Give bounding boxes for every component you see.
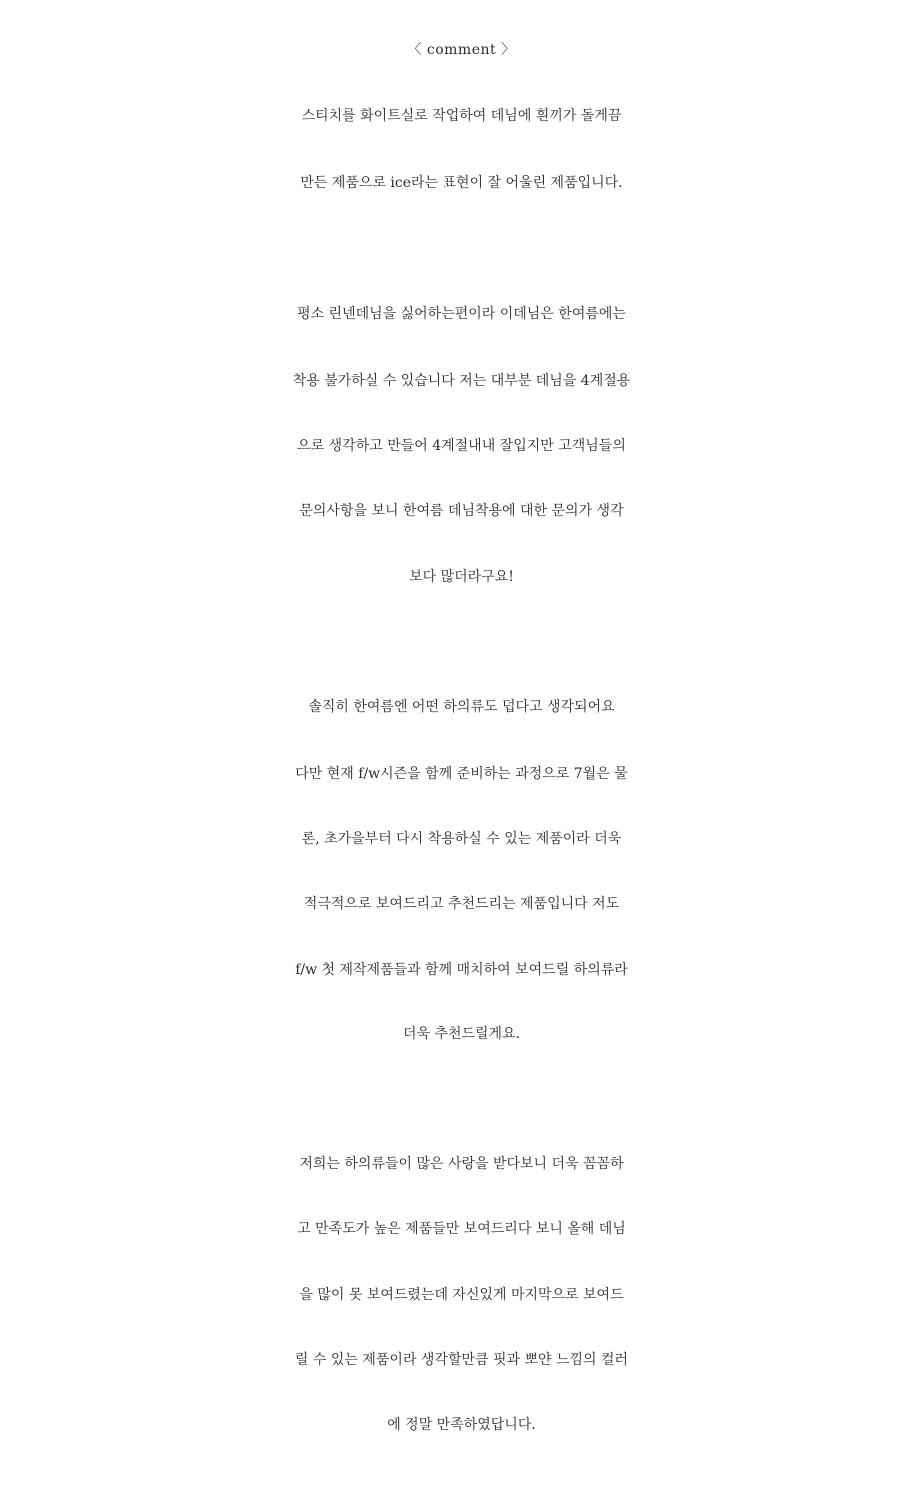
paragraph-2-line-3: 으로 생각하고 만들어 4계절내내 잘입지만 고객님들의 — [297, 438, 626, 454]
paragraph-4-line-3: 을 많이 못 보여드렸는데 자신있게 마지막으로 보여드 — [299, 1287, 624, 1303]
paragraph-2-line-4: 문의사항을 보니 한여름 데님착용에 대한 문의가 생각 — [299, 503, 624, 519]
paragraph-1-line-2: 만든 제품으로 ice라는 표현이 잘 어울린 제품입니다. — [300, 175, 623, 191]
paragraph-4-line-2: 고 만족도가 높은 제품들만 보여드리다 보니 올해 데님 — [297, 1221, 626, 1237]
paragraph-2-line-2: 착용 불가하실 수 있습니다 저는 대부분 데님을 4계절용 — [292, 373, 631, 389]
paragraph-3-line-2: 다만 현재 f/w시즌을 함께 준비하는 과정으로 7월은 물 — [295, 766, 628, 782]
paragraph-4-line-4: 릴 수 있는 제품이라 생각할만큼 핏과 뽀얀 느낌의 컬러 — [294, 1352, 629, 1368]
paragraph-4-line-5: 에 정말 만족하였답니다. — [387, 1417, 536, 1433]
paragraph-3-line-4: 적극적으로 보여드리고 추천드리는 제품입니다 저도 — [303, 896, 620, 912]
paragraph-3-line-6: 더욱 추천드릴게요. — [402, 1026, 521, 1042]
paragraph-3-line-3: 론, 초가을부터 다시 착용하실 수 있는 제품이라 더욱 — [301, 831, 622, 847]
paragraph-4-line-1: 저희는 하의류들이 많은 사랑을 받다보니 더욱 꼼꼼하 — [299, 1156, 624, 1172]
paragraph-3-line-1: 솔직히 한여름엔 어떤 하의류도 덥다고 생각되어요 — [308, 699, 615, 715]
paragraph-1-line-1: 스티치를 화이트실로 작업하여 데님에 흰끼가 돌게끔 — [301, 108, 622, 124]
paragraph-2-line-5: 보다 많더라구요! — [409, 569, 514, 585]
paragraph-3-line-5: f/w 첫 제작제품들과 함께 매치하여 보여드릴 하의류라 — [295, 962, 628, 978]
comment-heading: 〈 comment 〉 — [407, 42, 516, 58]
paragraph-2-line-1: 평소 린넨데님을 싫어하는편이라 이데님은 한여름에는 — [297, 306, 626, 322]
